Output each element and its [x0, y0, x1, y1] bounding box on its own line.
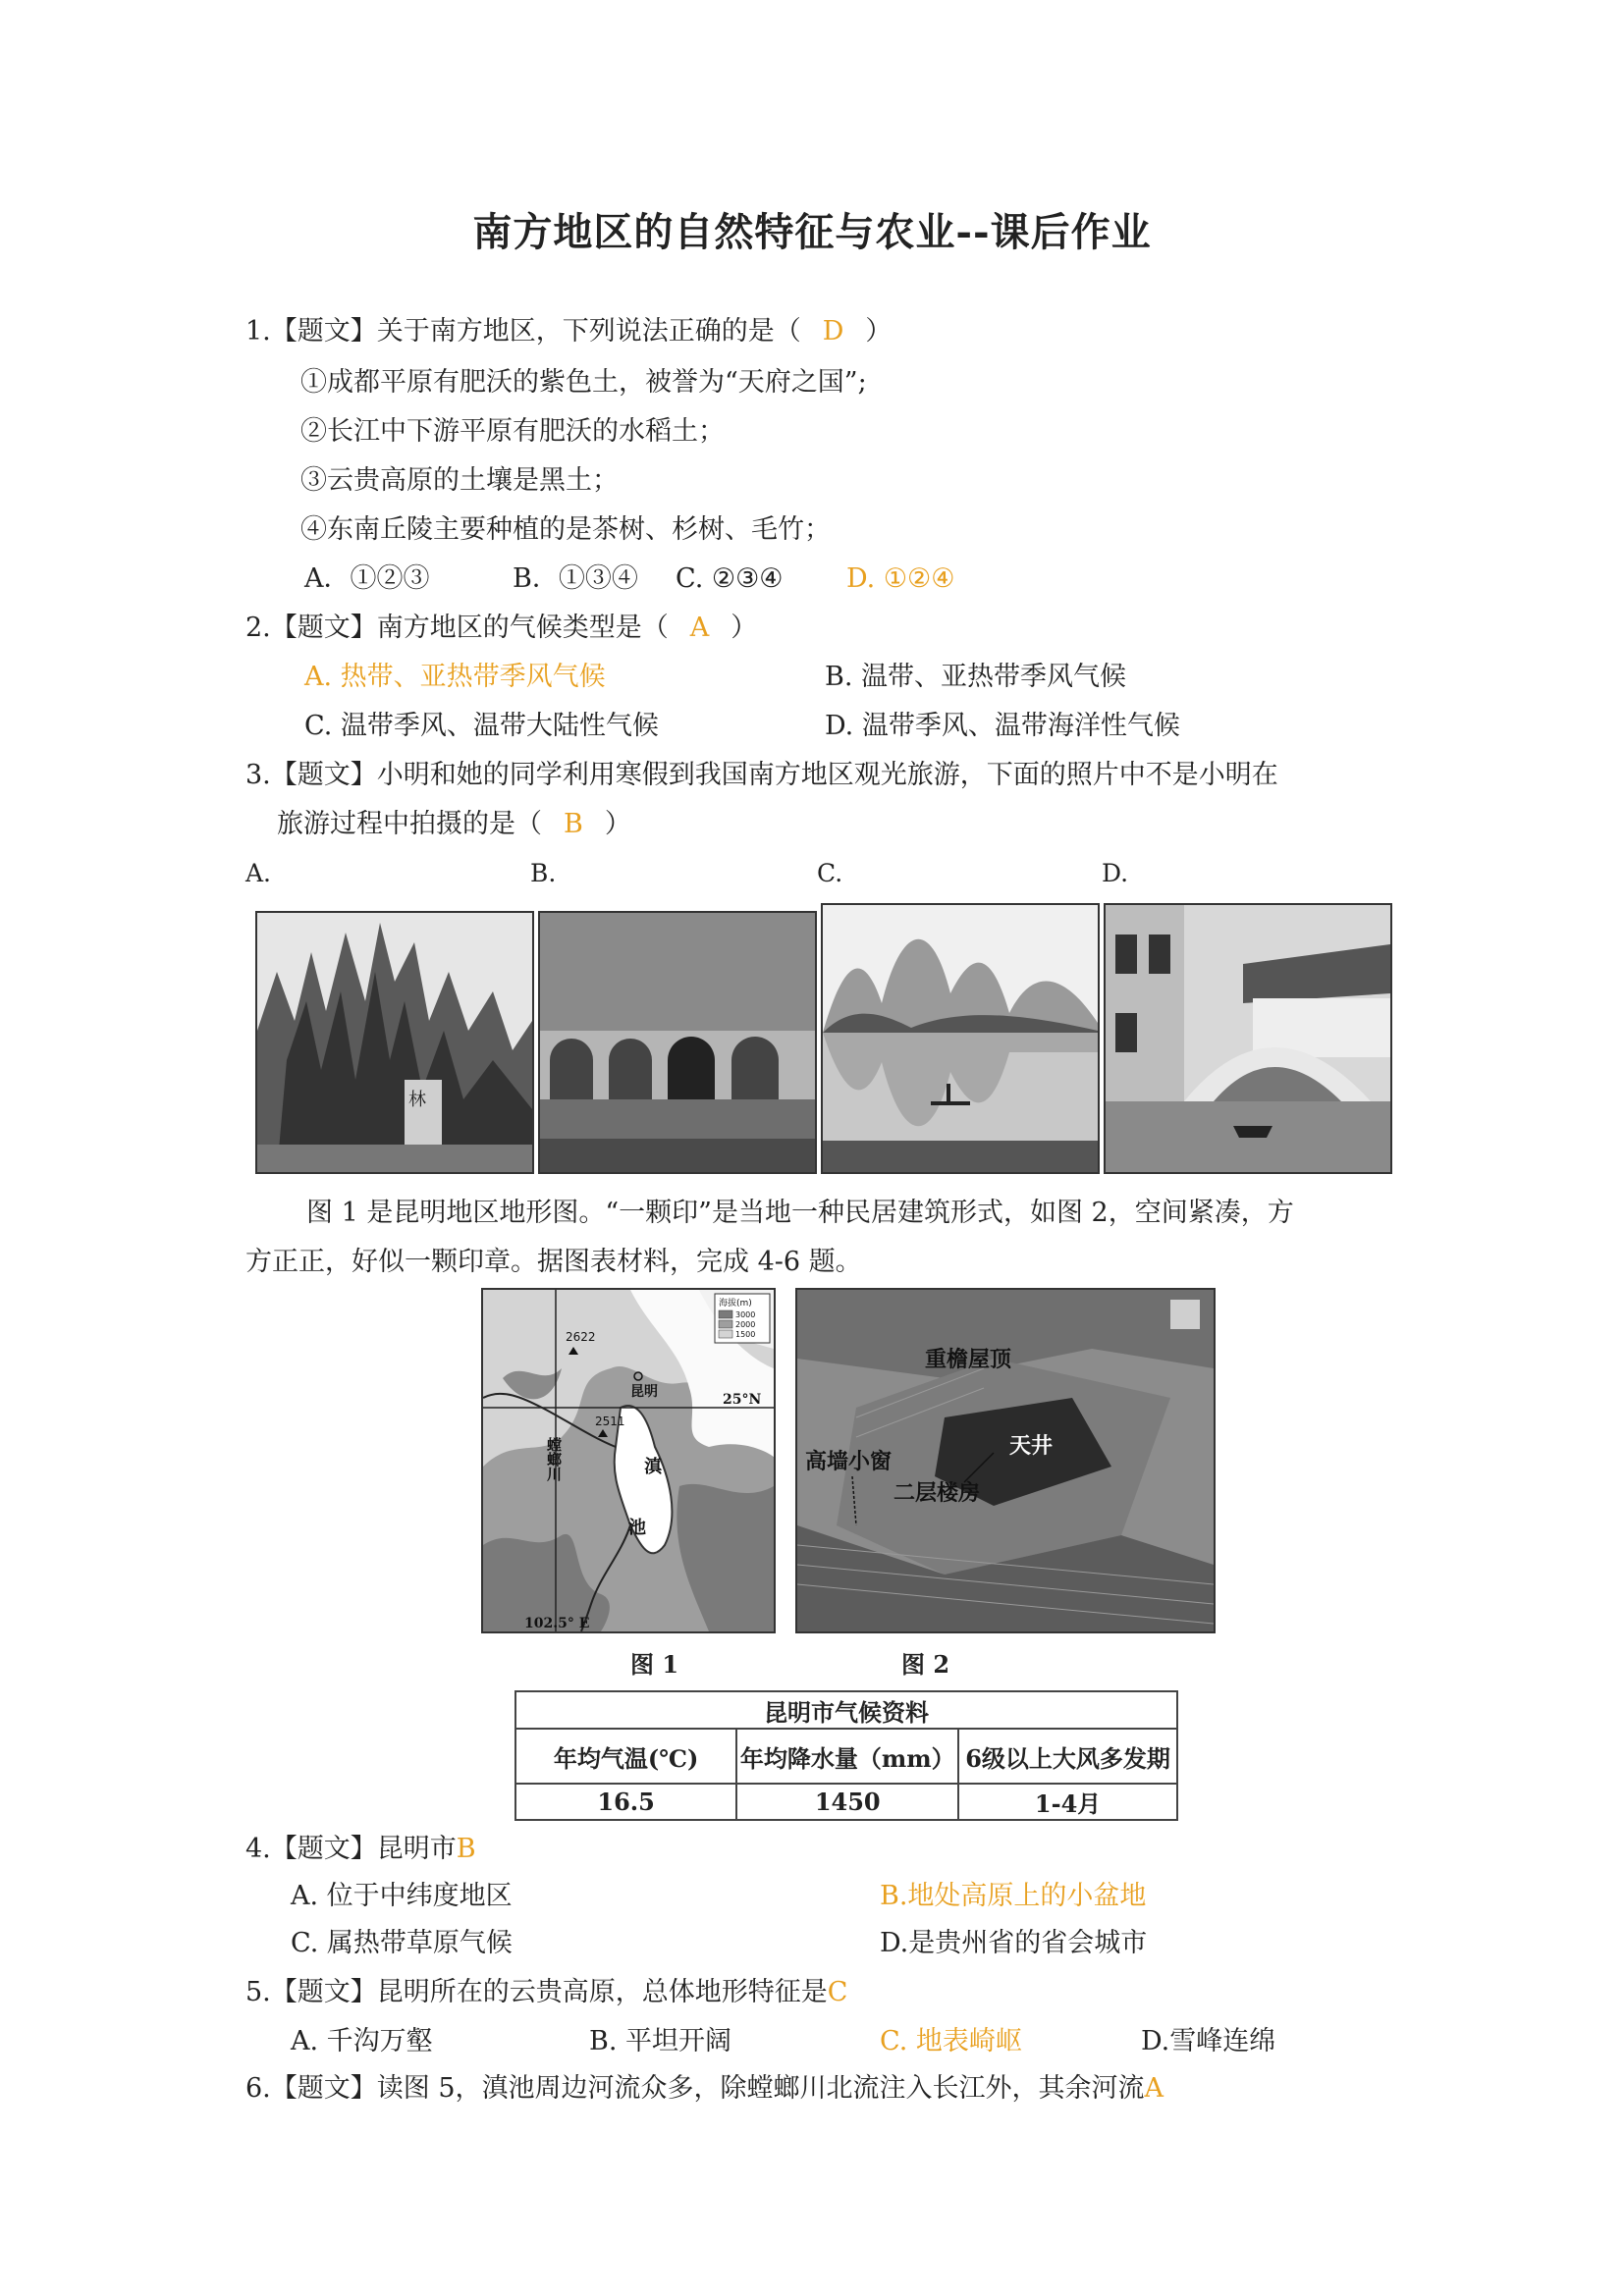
map-lake-label-2: 池: [628, 1518, 646, 1538]
question-3-close: ）: [604, 809, 631, 839]
intro-line-1: 图 1 是昆明地区地形图。“一颗印”是当地一种民居建筑形式，如图 2，空间紧凑，方: [306, 1198, 1294, 1228]
climate-table: [514, 1690, 1178, 1821]
question-2-option-c: C. 温带季风、温带大陆性气候: [304, 711, 659, 741]
climate-table-container: [514, 1690, 1178, 1821]
question-3-answer: B: [564, 809, 583, 839]
label-two-storey: 二层楼房: [893, 1481, 981, 1506]
question-5-option-a: A. 千沟万壑: [291, 2026, 433, 2056]
question-1-option-a: A．①②③: [304, 563, 430, 594]
map-peak-1-label: 2622: [566, 1330, 596, 1344]
question-6-text: 6.【题文】读图 5，滇池周边河流众多，除螳螂川北流注入长江外，其余河流: [245, 2073, 1145, 2104]
map-legend-title: 海拔(m): [719, 1299, 752, 1308]
map-lake-label-1: 滇: [644, 1457, 662, 1477]
photo-label-b: B.: [530, 859, 557, 887]
question-4-option-c: C. 属热带草原气候: [291, 1928, 513, 1958]
question-1-statement-1: ①成都平原有肥沃的紫色土，被誉为“天府之国”;: [300, 367, 867, 398]
climate-table-value-temp: 16.5: [515, 1784, 736, 1820]
photo-a-stone-forest: [255, 911, 534, 1174]
climate-table-header-wind: 6级以上大风多发期: [958, 1729, 1177, 1784]
question-1-close: ）: [865, 316, 893, 347]
question-2-option-a: A. 热带、亚热带季风气候: [304, 662, 606, 692]
question-1-statement-4: ④东南丘陵主要种植的是茶树、杉树、毛竹；: [300, 514, 831, 545]
map-legend-value-1: 3000: [735, 1310, 756, 1319]
climate-table-value-wind: 1-4月: [958, 1784, 1177, 1820]
photo-a-sign-text: 林: [408, 1090, 426, 1110]
photo-label-d: D.: [1102, 859, 1129, 887]
map-river-label: 螳螂川: [545, 1437, 563, 1481]
question-4-stem: [245, 1832, 476, 1867]
question-4-text: 4.【题文】昆明市: [245, 1834, 457, 1864]
question-1-text: 1.【题文】关于南方地区，下列说法正确的是（: [245, 316, 801, 347]
intro-line-2: 方正正，好似一颗印章。据图表材料，完成 4-6 题。: [245, 1247, 862, 1277]
question-4-option-a: A. 位于中纬度地区: [291, 1881, 513, 1911]
climate-table-title: 昆明市气候资料: [515, 1691, 1177, 1729]
question-1-statement-3: ③云贵高原的土壤是黑土；: [300, 465, 619, 496]
page-title: 南方地区的自然特征与农业--课后作业: [472, 209, 1152, 255]
climate-table-header-precip: 年均降水量（mm）: [736, 1729, 958, 1784]
question-2-close: ）: [731, 613, 758, 643]
question-3-text: 旅游过程中拍摄的是（: [277, 809, 542, 839]
question-6-answer: A: [1144, 2073, 1164, 2104]
map-legend-value-2: 2000: [735, 1320, 756, 1329]
question-2-option-b: B. 温带、亚热带季风气候: [825, 662, 1127, 692]
photo-label-c: C.: [817, 859, 843, 887]
question-1-statement-2: ②长江中下游平原有肥沃的水稻土；: [300, 416, 725, 447]
photo-b-cave-dwellings: [538, 911, 817, 1174]
question-5-option-b: B. 平坦开阔: [589, 2026, 732, 2056]
photo-c-karst-river: [821, 903, 1100, 1174]
figure-2-caption: 图 2: [901, 1650, 950, 1679]
question-1-option-b: B．①③④: [513, 563, 638, 594]
map-city-label: 昆明: [630, 1384, 658, 1400]
question-4-option-d: D.是贵州省的省会城市: [880, 1928, 1148, 1958]
photo-d-water-town: [1104, 903, 1392, 1174]
question-5-answer: C: [827, 1977, 848, 2007]
photo-label-a: A.: [245, 859, 272, 887]
question-4-answer: B: [456, 1834, 476, 1864]
label-high-wall-window: 高墙小窗: [805, 1450, 893, 1474]
question-6-stem: [245, 2071, 1164, 2107]
question-5-option-c: C. 地表崎岖: [880, 2026, 1022, 2056]
map-latitude-label: 25°N: [723, 1392, 762, 1408]
question-5-stem: [245, 1975, 847, 2010]
question-1-option-c: C. ②③④: [676, 563, 784, 594]
question-3-stem-line-2: [277, 807, 631, 842]
figure-2-dwelling-photo: [795, 1288, 1216, 1633]
question-2-option-d: D. 温带季风、温带海洋性气候: [825, 711, 1180, 741]
question-2-stem: [245, 611, 757, 646]
question-1-answer: D: [822, 316, 844, 347]
label-double-eave-roof: 重檐屋顶: [925, 1348, 1012, 1372]
question-5-option-d: D.雪峰连绵: [1141, 2026, 1276, 2056]
label-courtyard: 天井: [1009, 1434, 1054, 1459]
question-1-option-d: D. ①②④: [846, 563, 955, 594]
figure-1-topographic-map: [481, 1288, 776, 1633]
climate-table-header-temp: 年均气温(℃): [515, 1729, 736, 1784]
question-2-text: 2.【题文】南方地区的气候类型是（: [245, 613, 669, 643]
map-legend-value-3: 1500: [735, 1330, 756, 1339]
climate-table-value-precip: 1450: [736, 1784, 958, 1820]
map-peak-2-label: 2511: [595, 1415, 625, 1428]
question-5-text: 5.【题文】昆明所在的云贵高原，总体地形特征是: [245, 1977, 828, 2007]
question-1-stem: [245, 314, 892, 349]
question-2-answer: A: [689, 613, 710, 643]
question-4-option-b: B.地处高原上的小盆地: [880, 1881, 1147, 1911]
question-3-stem-line-1: 3.【题文】小明和她的同学利用寒假到我国南方地区观光旅游，下面的照片中不是小明在: [245, 760, 1278, 790]
figure-1-caption: 图 1: [630, 1650, 679, 1679]
map-longitude-label: 102.5° E: [524, 1616, 590, 1631]
